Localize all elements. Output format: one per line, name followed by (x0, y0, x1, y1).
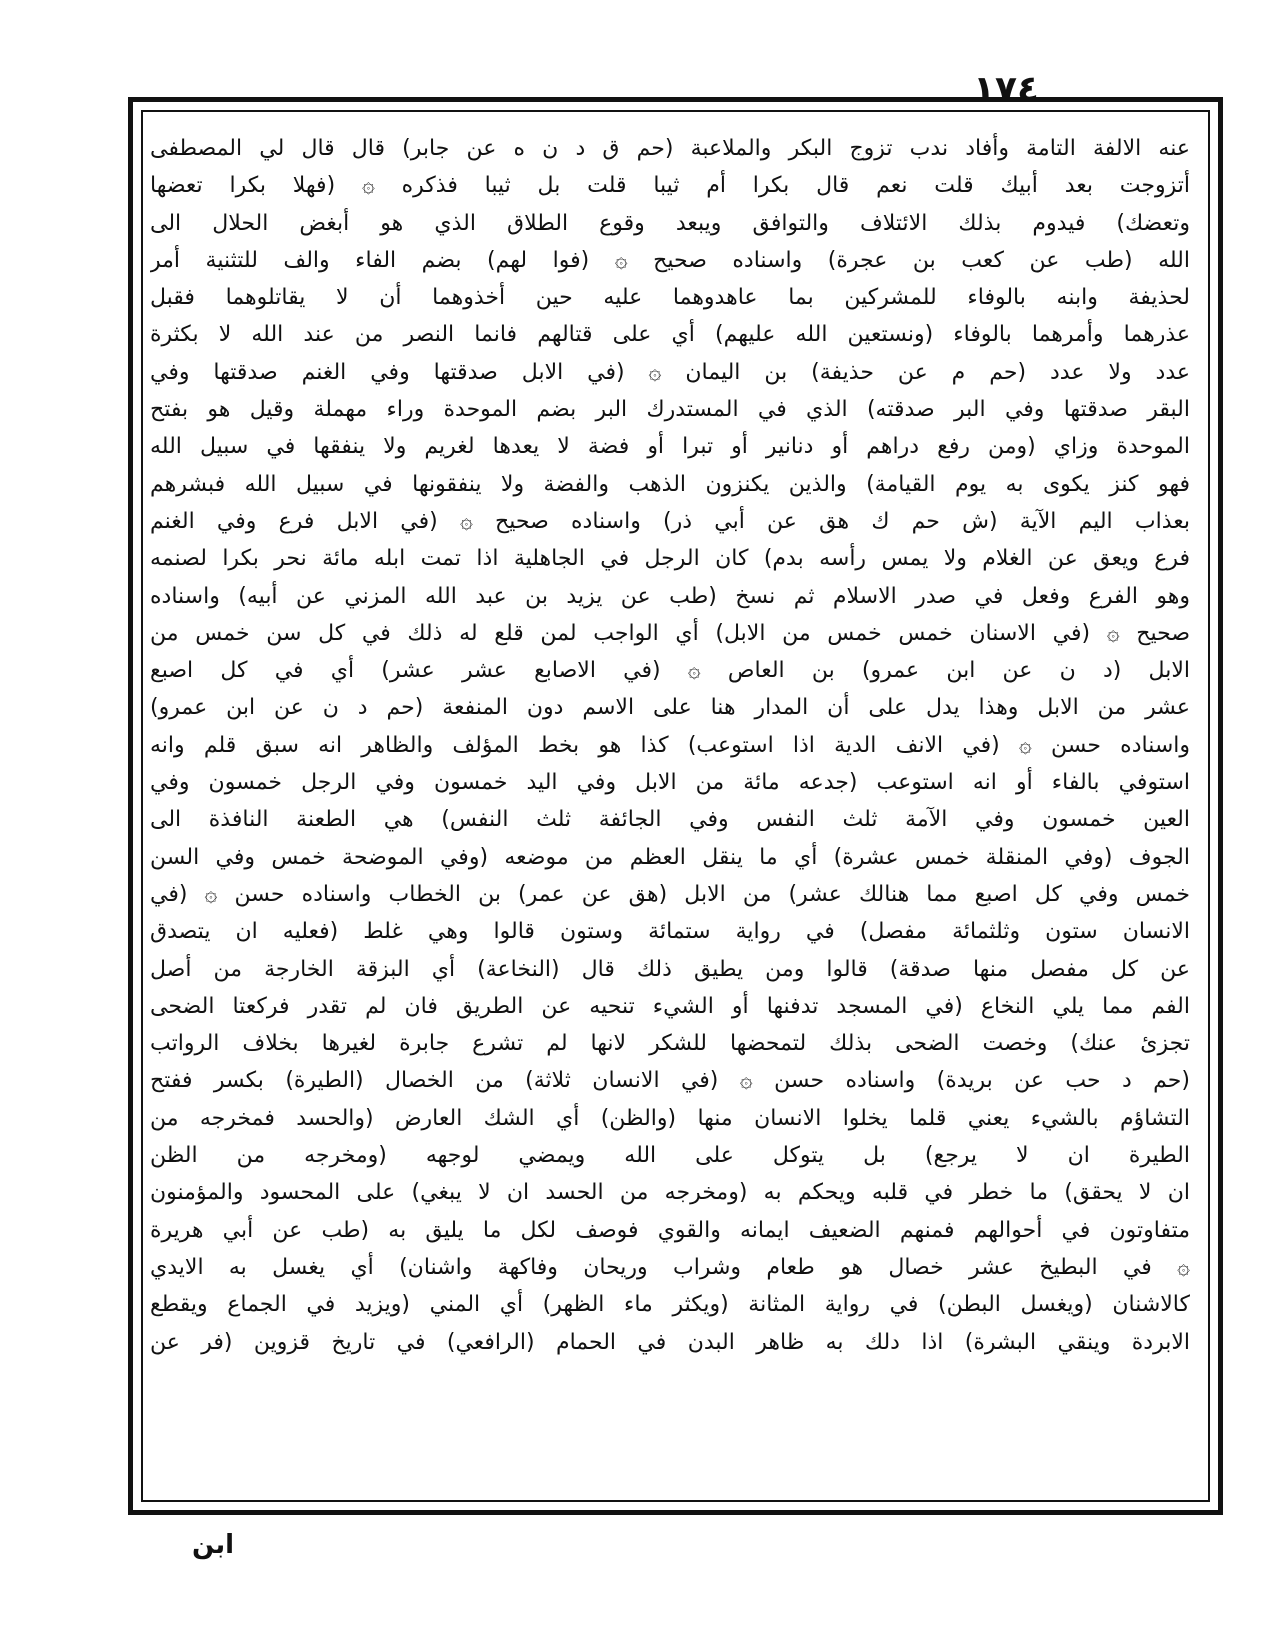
text-line: الموحدة وزاي (ومن رفع دراهم أو دنانير أو تبرا أو فضة لا يعدها لغريم ولا ينفقها في سبيل الله (150, 434, 1190, 460)
text-line: عنه الالفة التامة وأفاد ندب تزوج البكر والملاعبة (حم ق د ن ه عن جابر) قال قال لي المصطفى (150, 136, 1190, 161)
text-line: فهو كنز يكوى به يوم القيامة) والذين يكنزون الذهب والفضة ولا ينفقونها في سبيل الله فبشرهم (150, 471, 1190, 497)
text-line: وتعضك) فيدوم بذلك الائتلاف والتوافق ويبعد وقوع الطلاق الذي هو أبغض الحلال الى (150, 210, 1190, 236)
catchword: ابن (192, 1530, 235, 1560)
text-line: الابردة وينقي البشرة) اذا دلك به ظاهر البدن في الحمام (الرافعي) في تاريخ قزوين (فر عن (150, 1329, 1190, 1355)
text-line: واسناده حسن ۞ (في الانف الدية اذا استوعب) كذا هو بخط المؤلف والظاهر انه سبق قلم وانه (150, 732, 1190, 758)
text-line: العين خمسون وفي الآمة ثلث النفس وفي الجائفة ثلث النفس) هي الطعنة النافذة الى (150, 807, 1190, 833)
text-line: عن كل مفصل منها صدقة) قالوا ومن يطيق ذلك قال (النخاعة) أي البزقة الخارجة من أصل (150, 956, 1190, 982)
text-line: الفم مما يلي النخاع (في المسجد تدفنها أو الشيء تنحيه عن الطريق فان لم تقدر فركعتا الضحى (150, 993, 1190, 1019)
text-line: عشر من الابل وهذا يدل على أن المدار هنا على الاسم دون المنفعة (حم د ن عن ابن عمرو) (150, 695, 1190, 721)
text-line: صحيح ۞ (في الاسنان خمس خمس من الابل) أي الواجب لمن قلع له ذلك في كل سن خمس من (150, 620, 1190, 646)
text-line: الابل (د ن عن ابن عمرو) بن العاص ۞ (في الاصابع عشر عشر) أي في كل اصبع (150, 658, 1190, 684)
main-text (150, 130, 1190, 1500)
text-line: كالاشنان (ويغسل البطن) في رواية المثانة (ويكثر ماء الظهر) أي المني (ويزيد في الجماع ويقطع (150, 1292, 1190, 1318)
text-line: عدد ولا عدد (حم م عن حذيفة) بن اليمان ۞ (في الابل صدقتها وفي الغنم صدقتها وفي (150, 359, 1190, 385)
text-line: فرع ويعق عن الغلام ولا يمس رأسه بدم) كان الرجل في الجاهلية اذا تمت ابله مائة نحر بكرا لصنمه (150, 546, 1190, 572)
text-line: التشاؤم بالشيء يعني قلما يخلوا الانسان منها (والظن) أي الشك العارض (والحسد فمخرجه من (150, 1105, 1190, 1131)
text-line: البقر صدقتها وفي البر صدقته) الذي في المستدرك البر بضم الموحدة وراء مهملة وقيل هو بفتح (150, 397, 1190, 423)
text-line: استوفي بالفاء أو انه استوعب (جدعه مائة من الابل وفي اليد خمسون وفي الرجل خمسون وفي (150, 770, 1190, 796)
text-line: الجوف (وفي المنقلة خمس عشرة) أي ما ينقل العظم من موضعه (وفي الموضحة خمس وفي السن (150, 844, 1190, 870)
text-line: الانسان ستون وثلثمائة مفصل) في رواية ستمائة وستون قالوا وهي غلط (فعليه ان يتصدق (150, 919, 1190, 945)
text-line: لحذيفة وابنه بالوفاء للمشركين بما عاهدوهما عليه حين أخذوهما أن لا يقاتلوهما فقبل (150, 285, 1190, 311)
text-line: (حم د حب عن بريدة) واسناده حسن ۞ (في الانسان ثلاثة) من الخصال (الطيرة) بكسر ففتح (150, 1068, 1190, 1094)
text-line: بعذاب اليم الآية (ش حم ك هق عن أبي ذر) واسناده صحيح ۞ (في الابل فرع وفي الغنم (150, 508, 1190, 534)
text-line: ان لا يحقق) ما خطر في قلبه ويحكم به (ومخرجه من الحسد ان لا يبغي) على المحسود والمؤمنون (150, 1180, 1190, 1206)
text-line: ۞ في البطيخ عشر خصال هو طعام وشراب وريحان وفاكهة واشنان) أي يغسل به الايدي (150, 1254, 1190, 1280)
text-line: تجزئ عنك) وخصت الضحى بذلك لتمحضها للشكر لانها لم تشرع جابرة لغيرها بخلاف الرواتب (150, 1031, 1190, 1057)
text-line: عذرهما وأمرهما بالوفاء (ونستعين الله عليهم) أي على قتالهم فانما النصر من عند الله لا بكثرة (150, 322, 1190, 348)
page-number: ١٧٤ (973, 69, 1039, 110)
text-line: الله (طب عن كعب بن عجرة) واسناده صحيح ۞ (فوا لهم) بضم الفاء والف للتثنية أمر (150, 247, 1190, 273)
text-line: خمس وفي كل اصبع مما هنالك عشر) من الابل (هق عن عمر) بن الخطاب واسناده حسن ۞ (في (150, 881, 1190, 907)
text-line: وهو الفرع وفعل في صدر الاسلام ثم نسخ (طب عن يزيد بن عبد الله المزني عن أبيه) واسناده (150, 583, 1190, 609)
text-line: الطيرة ان لا يرجع) بل يتوكل على الله ويمضي لوجهه (ومخرجه من الظن (150, 1143, 1190, 1169)
text-line: متفاوتون في أحوالهم فمنهم الضعيف ايمانه والقوي فوصف لكل ما يليق به (طب عن أبي هريرة (150, 1217, 1190, 1243)
text-line: أتزوجت بعد أبيك قلت نعم قال بكرا أم ثيبا قلت بل ثيبا فذكره ۞ (فهلا بكرا تعضها (150, 173, 1190, 199)
